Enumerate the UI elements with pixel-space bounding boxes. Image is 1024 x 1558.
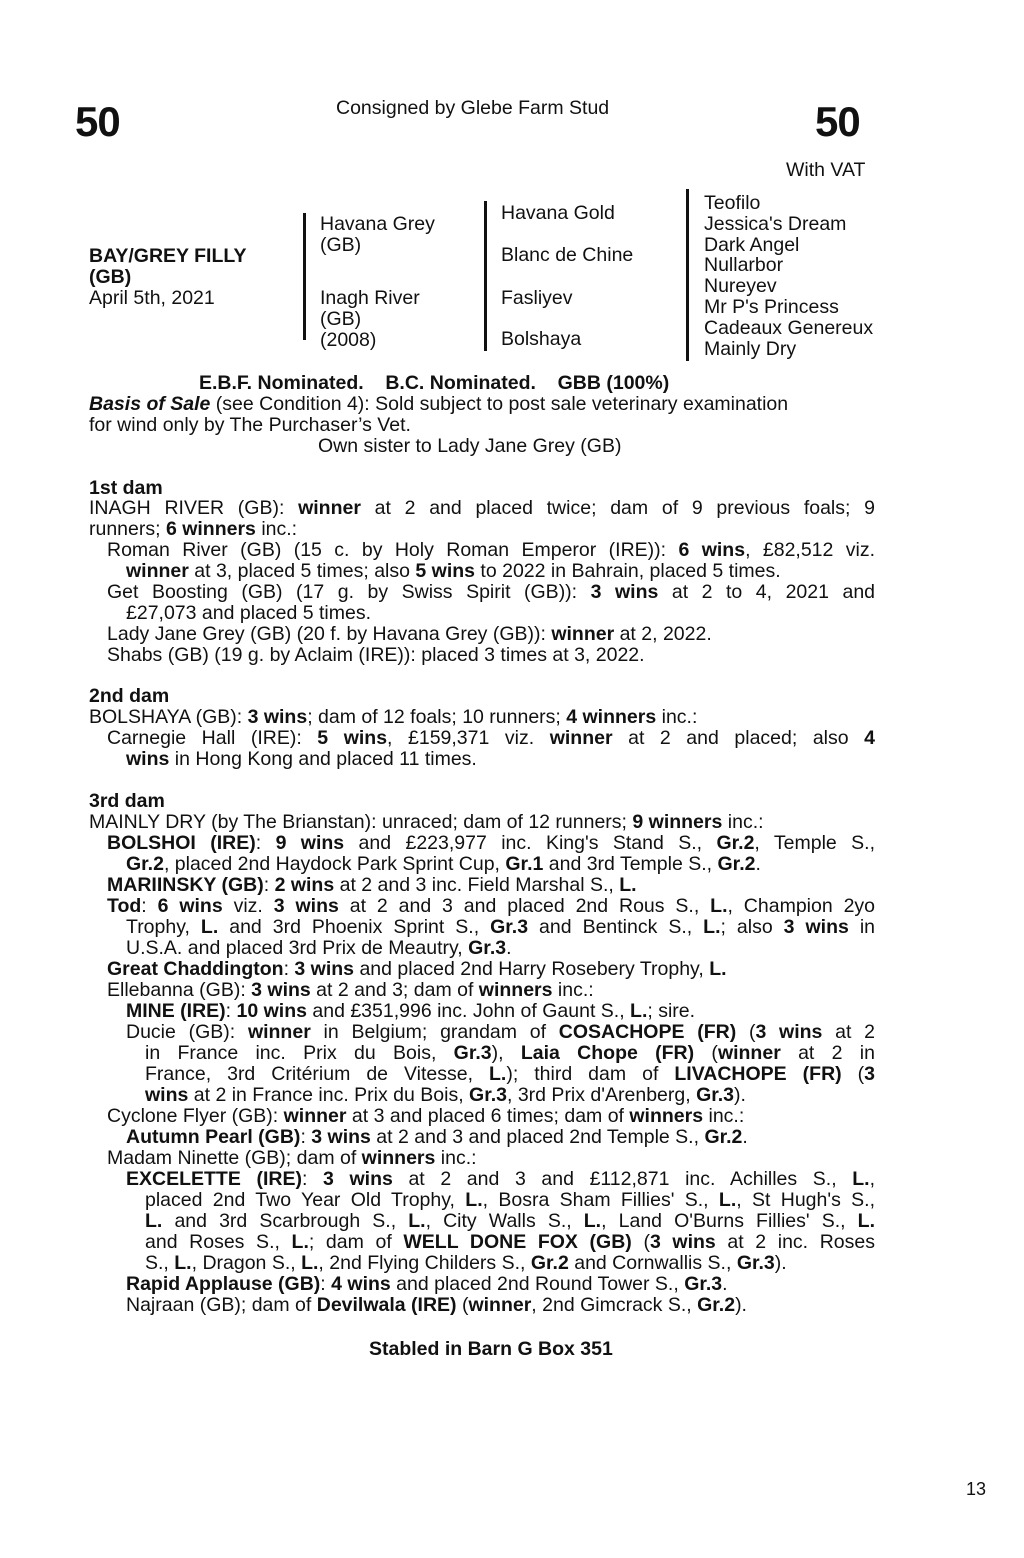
dam-line-2: runners; 6 winners inc.: <box>89 518 298 540</box>
pedigree-gen2-3: Fasliyev <box>501 287 573 309</box>
second-dam-line-3: wins in Hong Kong and placed 11 times. <box>126 748 477 770</box>
third-dam-line-13: France, 3rd Critérium de Vitesse, L.); third dam of LIVACHOPE (FR) (3 <box>145 1063 875 1085</box>
dam-line-1: INAGH RIVER (GB): winner at 2 and placed twice; dam of 9 previous foals; 9 <box>89 497 875 519</box>
gen3-1: Teofilo <box>704 192 761 214</box>
third-dam-line-4: MARIINSKY (GB): 2 wins at 2 and 3 inc. Field Marshal S., L. <box>107 874 637 896</box>
third-dam-line-5: Tod: 6 wins viz. 3 wins at 2 and 3 and placed 2nd Rous S., L., Champion 2yo <box>107 895 876 917</box>
horse-origin: (GB) <box>89 266 132 288</box>
gen3-6: Mr P's Princess <box>704 295 839 318</box>
gen3-4: Nullarbor <box>704 254 784 277</box>
catalogue-body <box>89 0 875 1558</box>
lot-number-left: 50 <box>75 98 120 145</box>
sire-name: Havana Grey <box>320 213 435 235</box>
first-dam-heading: 1st dam <box>89 477 163 499</box>
third-dam-line-9: Ellebanna (GB): 3 wins at 2 and 3; dam of winners inc.: <box>107 979 594 1001</box>
basis-label: Basis of Sale <box>89 393 211 415</box>
third-dam-line-17: Madam Ninette (GB); dam of winners inc.: <box>107 1147 477 1169</box>
third-dam-line-24: Najraan (GB); dam of Devilwala (IRE) (winner, 2nd Gimcrack S., Gr.2). <box>126 1294 747 1316</box>
third-dam-line-2: BOLSHOI (IRE): 9 wins and £223,977 inc. King's Stand S., Gr.2, Temple S., <box>107 832 875 854</box>
third-dam-line-6: Trophy, L. and 3rd Phoenix Sprint S., Gr.3 and Bentinck S., L.; also 3 wins in <box>126 916 876 938</box>
third-dam-line-11: Ducie (GB): winner in Belgium; grandam of COSACHOPE (FR) (3 wins at 2 <box>126 1021 875 1043</box>
horse-description: BAY/GREY FILLY <box>89 245 247 267</box>
gen3-2: Jessica's Dream <box>704 212 847 235</box>
basis-text-1: (see Condition 4): Sold subject to post sale veterinary examination <box>210 393 789 415</box>
dam-line-4: winner at 3, placed 5 times; also 5 wins to 2022 in Bahrain, placed 5 times. <box>126 560 781 582</box>
basis-text-2: for wind only by The Purchaser’s Vet. <box>89 414 411 436</box>
gen3-8: Mainly Dry <box>704 337 797 360</box>
gen3-7: Cadeaux Genereux <box>704 316 874 339</box>
third-dam-heading: 3rd dam <box>89 790 165 812</box>
third-dam-line-16: Autumn Pearl (GB): 3 wins at 2 and 3 and placed 2nd Temple S., Gr.2. <box>126 1126 748 1148</box>
third-dam-line-12: in France inc. Prix du Bois, Gr.3), Laia Chope (FR) (winner at 2 in <box>145 1042 875 1064</box>
dam-origin: (GB) <box>320 308 362 330</box>
third-dam-line-21: and Roses S., L.; dam of WELL DONE FOX (GB) (3 wins at 2 inc. Roses <box>145 1231 875 1253</box>
third-dam-line-7: U.S.A. and placed 3rd Prix de Meautry, Gr.3. <box>126 937 512 959</box>
foaling-date: April 5th, 2021 <box>89 287 215 309</box>
third-dam-line-19: placed 2nd Two Year Old Trophy, L., Bosra Sham Fillies' S., L., St Hugh's S., <box>145 1189 875 1211</box>
second-dam-line-2: Carnegie Hall (IRE): 5 wins, £159,371 viz. winner at 2 and placed; also 4 <box>107 727 876 749</box>
own-sister-note: Own sister to Lady Jane Grey (GB) <box>318 435 622 457</box>
third-dam-line-8: Great Chaddington: 3 wins and placed 2nd Harry Rosebery Trophy, L. <box>107 958 727 980</box>
gen3-5: Nureyev <box>704 275 777 298</box>
third-dam-line-3: Gr.2, placed 2nd Haydock Park Sprint Cup, Gr.1 and 3rd Temple S., Gr.2. <box>126 853 761 875</box>
second-dam-heading: 2nd dam <box>89 685 170 707</box>
third-dam-line-14: wins at 2 in France inc. Prix du Bois, Gr.3, 3rd Prix d'Arenberg, Gr.3). <box>145 1084 746 1106</box>
consignor: Consigned by Glebe Farm Stud <box>336 97 610 119</box>
pedigree-gen2-4: Bolshaya <box>501 328 582 350</box>
second-dam-line-1: BOLSHAYA (GB): 3 wins; dam of 12 foals; 10 runners; 4 winners inc.: <box>89 706 698 728</box>
gen3-3: Dark Angel <box>704 233 800 256</box>
third-dam-line-18: EXCELETTE (IRE): 3 wins at 2 and 3 and £112,871 inc. Achilles S., L., <box>126 1168 876 1190</box>
dam-line-7: Lady Jane Grey (GB) (20 f. by Havana Grey (GB)): winner at 2, 2022. <box>107 623 712 645</box>
nominations: E.B.F. Nominated. B.C. Nominated. GBB (100%) <box>199 372 670 394</box>
lot-number-right: 50 <box>815 98 860 145</box>
dam-line-3: Roman River (GB) (15 c. by Holy Roman Emperor (IRE)): 6 wins, £82,512 viz. <box>107 539 876 561</box>
dam-name: Inagh River <box>320 287 420 309</box>
stabling-info: Stabled in Barn G Box 351 <box>369 1338 613 1360</box>
dam-year: (2008) <box>320 329 377 351</box>
third-dam-line-1: MAINLY DRY (by The Brianstan): unraced; dam of 12 runners; 9 winners inc.: <box>89 811 764 833</box>
third-dam-line-10: MINE (IRE): 10 wins and £351,996 inc. John of Gaunt S., L.; sire. <box>126 1000 696 1022</box>
dam-line-8: Shabs (GB) (19 g. by Aclaim (IRE)): placed 3 times at 3, 2022. <box>107 644 645 666</box>
sire-origin: (GB) <box>320 234 362 256</box>
third-dam-line-22: S., L., Dragon S., L., 2nd Flying Childers S., Gr.2 and Cornwallis S., Gr.3). <box>145 1252 787 1274</box>
dam-line-6: £27,073 and placed 5 times. <box>126 602 372 624</box>
third-dam-line-20: L. and 3rd Scarbrough S., L., City Walls S., L., Land O'Burns Fillies' S., L. <box>145 1210 875 1232</box>
pedigree-gen2-2: Blanc de Chine <box>501 244 634 266</box>
third-dam-line-23: Rapid Applause (GB): 4 wins and placed 2nd Round Tower S., Gr.3. <box>126 1273 728 1295</box>
page-number: 13 <box>966 1479 987 1499</box>
third-dam-line-15: Cyclone Flyer (GB): winner at 3 and placed 6 times; dam of winners inc.: <box>107 1105 745 1127</box>
pedigree-gen2-1: Havana Gold <box>501 202 615 224</box>
dam-line-5: Get Boosting (GB) (17 g. by Swiss Spirit (GB)): 3 wins at 2 to 4, 2021 and <box>107 581 876 603</box>
vat-status: With VAT <box>786 159 866 181</box>
